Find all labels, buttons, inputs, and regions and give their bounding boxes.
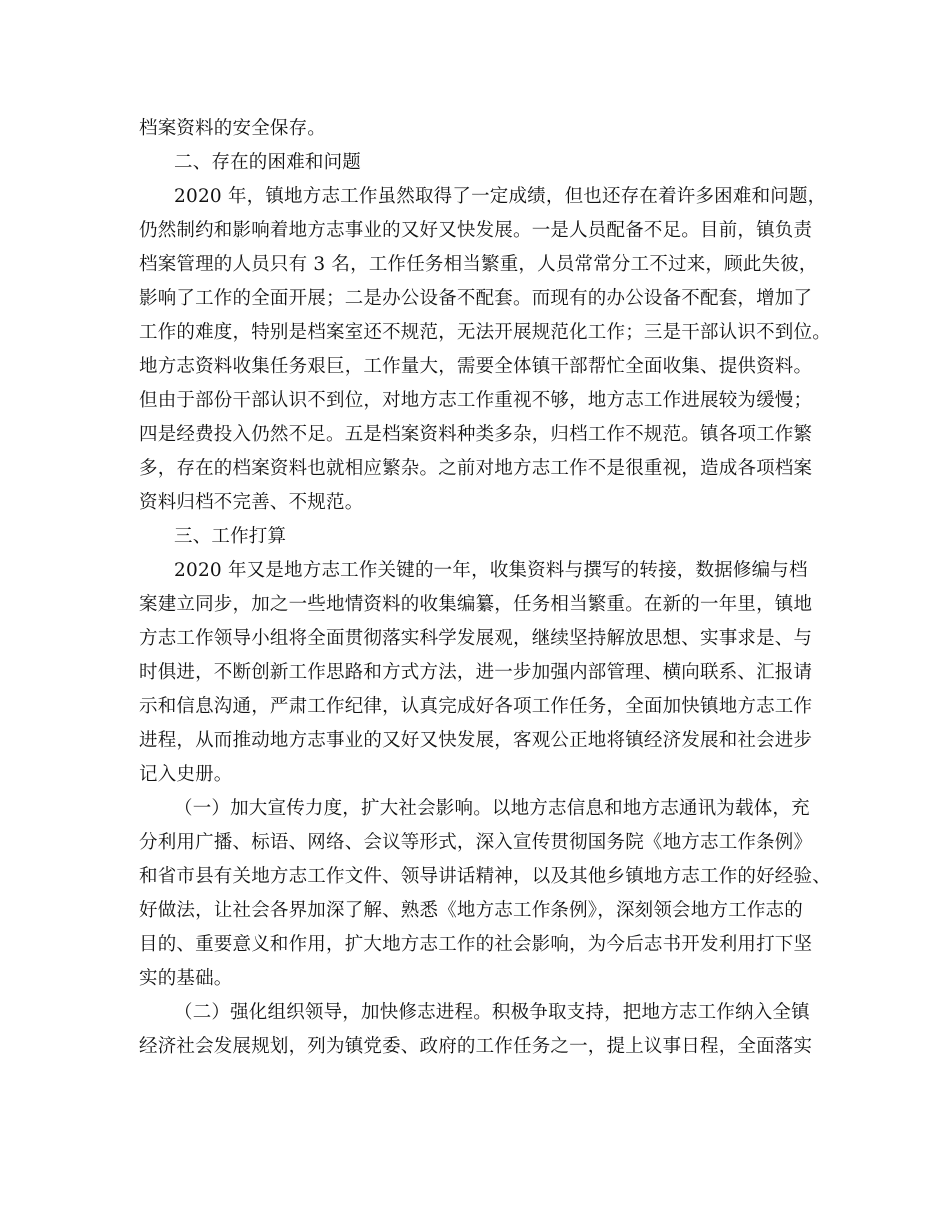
body-text-line: 地方志资料收集任务艰巨，工作量大，需要全体镇干部帮忙全面收集、提供资料。 xyxy=(139,356,813,377)
body-text-line: 档案资料的安全保存。 xyxy=(139,118,327,139)
body-text-line: 时俱进，不断创新工作思路和方式方法，进一步加强内部管理、横向联系、汇报请 xyxy=(139,662,813,683)
body-text-line: 多，存在的档案资料也就相应繁杂。之前对地方志工作不是很重视，造成各项档案 xyxy=(139,458,813,479)
body-text-line: （二）强化组织领导，加快修志进程。积极争取支持，把地方志工作纳入全镇 xyxy=(174,1002,810,1023)
body-text-line: 但由于部份干部认识不到位，对地方志工作重视不够，地方志工作进展较为缓慢； xyxy=(139,390,813,411)
body-text-line: 资料归档不完善、不规范。 xyxy=(139,492,364,513)
section-heading: 三、工作打算 xyxy=(174,526,287,547)
body-text-line: 实的基础。 xyxy=(139,968,233,989)
body-text-line: 进程，从而推动地方志事业的又好又快发展，客观公正地将镇经济发展和社会进步 xyxy=(139,730,813,751)
section-heading: 二、存在的困难和问题 xyxy=(174,152,362,173)
body-text-line: 目的、重要意义和作用，扩大地方志工作的社会影响，为今后志书开发利用打下坚 xyxy=(139,934,813,955)
body-text-line: 案建立同步，加之一些地情资料的收集编纂，任务相当繁重。在新的一年里，镇地 xyxy=(139,594,813,615)
body-text-line: （一）加大宣传力度，扩大社会影响。以地方志信息和地方志通讯为载体，充 xyxy=(174,798,810,819)
body-text-line: 分利用广播、标语、网络、会议等形式，深入宣传贯彻国务院《地方志工作条例》 xyxy=(139,832,813,853)
body-text-line: 2020 年，镇地方志工作虽然取得了一定成绩，但也还存在着许多困难和问题， xyxy=(174,186,827,207)
body-text-line: 方志工作领导小组将全面贯彻落实科学发展观，继续坚持解放思想、实事求是、与 xyxy=(139,628,813,649)
body-text-line: 和省市县有关地方志工作文件、领导讲话精神，以及其他乡镇地方志工作的好经验、 xyxy=(139,866,831,887)
body-text-line: 仍然制约和影响着地方志事业的又好又快发展。一是人员配备不足。目前，镇负责 xyxy=(139,220,813,241)
body-text-line: 示和信息沟通，严肃工作纪律，认真完成好各项工作任务，全面加快镇地方志工作 xyxy=(139,696,813,717)
body-text-line: 四是经费投入仍然不足。五是档案资料种类多杂，归档工作不规范。镇各项工作繁 xyxy=(139,424,813,445)
body-text-line: 记入史册。 xyxy=(139,764,233,785)
body-text-line: 影响了工作的全面开展；二是办公设备不配套。而现有的办公设备不配套，增加了 xyxy=(139,288,813,309)
body-text-line: 工作的难度，特别是档案室还不规范，无法开展规范化工作；三是干部认识不到位。 xyxy=(139,322,831,343)
body-text-line: 经济社会发展规划，列为镇党委、政府的工作任务之一，提上议事日程，全面落实 xyxy=(139,1036,813,1057)
body-text-line: 档案管理的人员只有 3 名，工作任务相当繁重，人员常常分工不过来，顾此失彼， xyxy=(139,254,818,275)
body-text-line: 2020 年又是地方志工作关键的一年，收集资料与撰写的转接，数据修编与档 xyxy=(174,560,808,581)
body-text-line: 好做法，让社会各界加深了解、熟悉《地方志工作条例》，深刻领会地方工作志的 xyxy=(139,900,803,921)
